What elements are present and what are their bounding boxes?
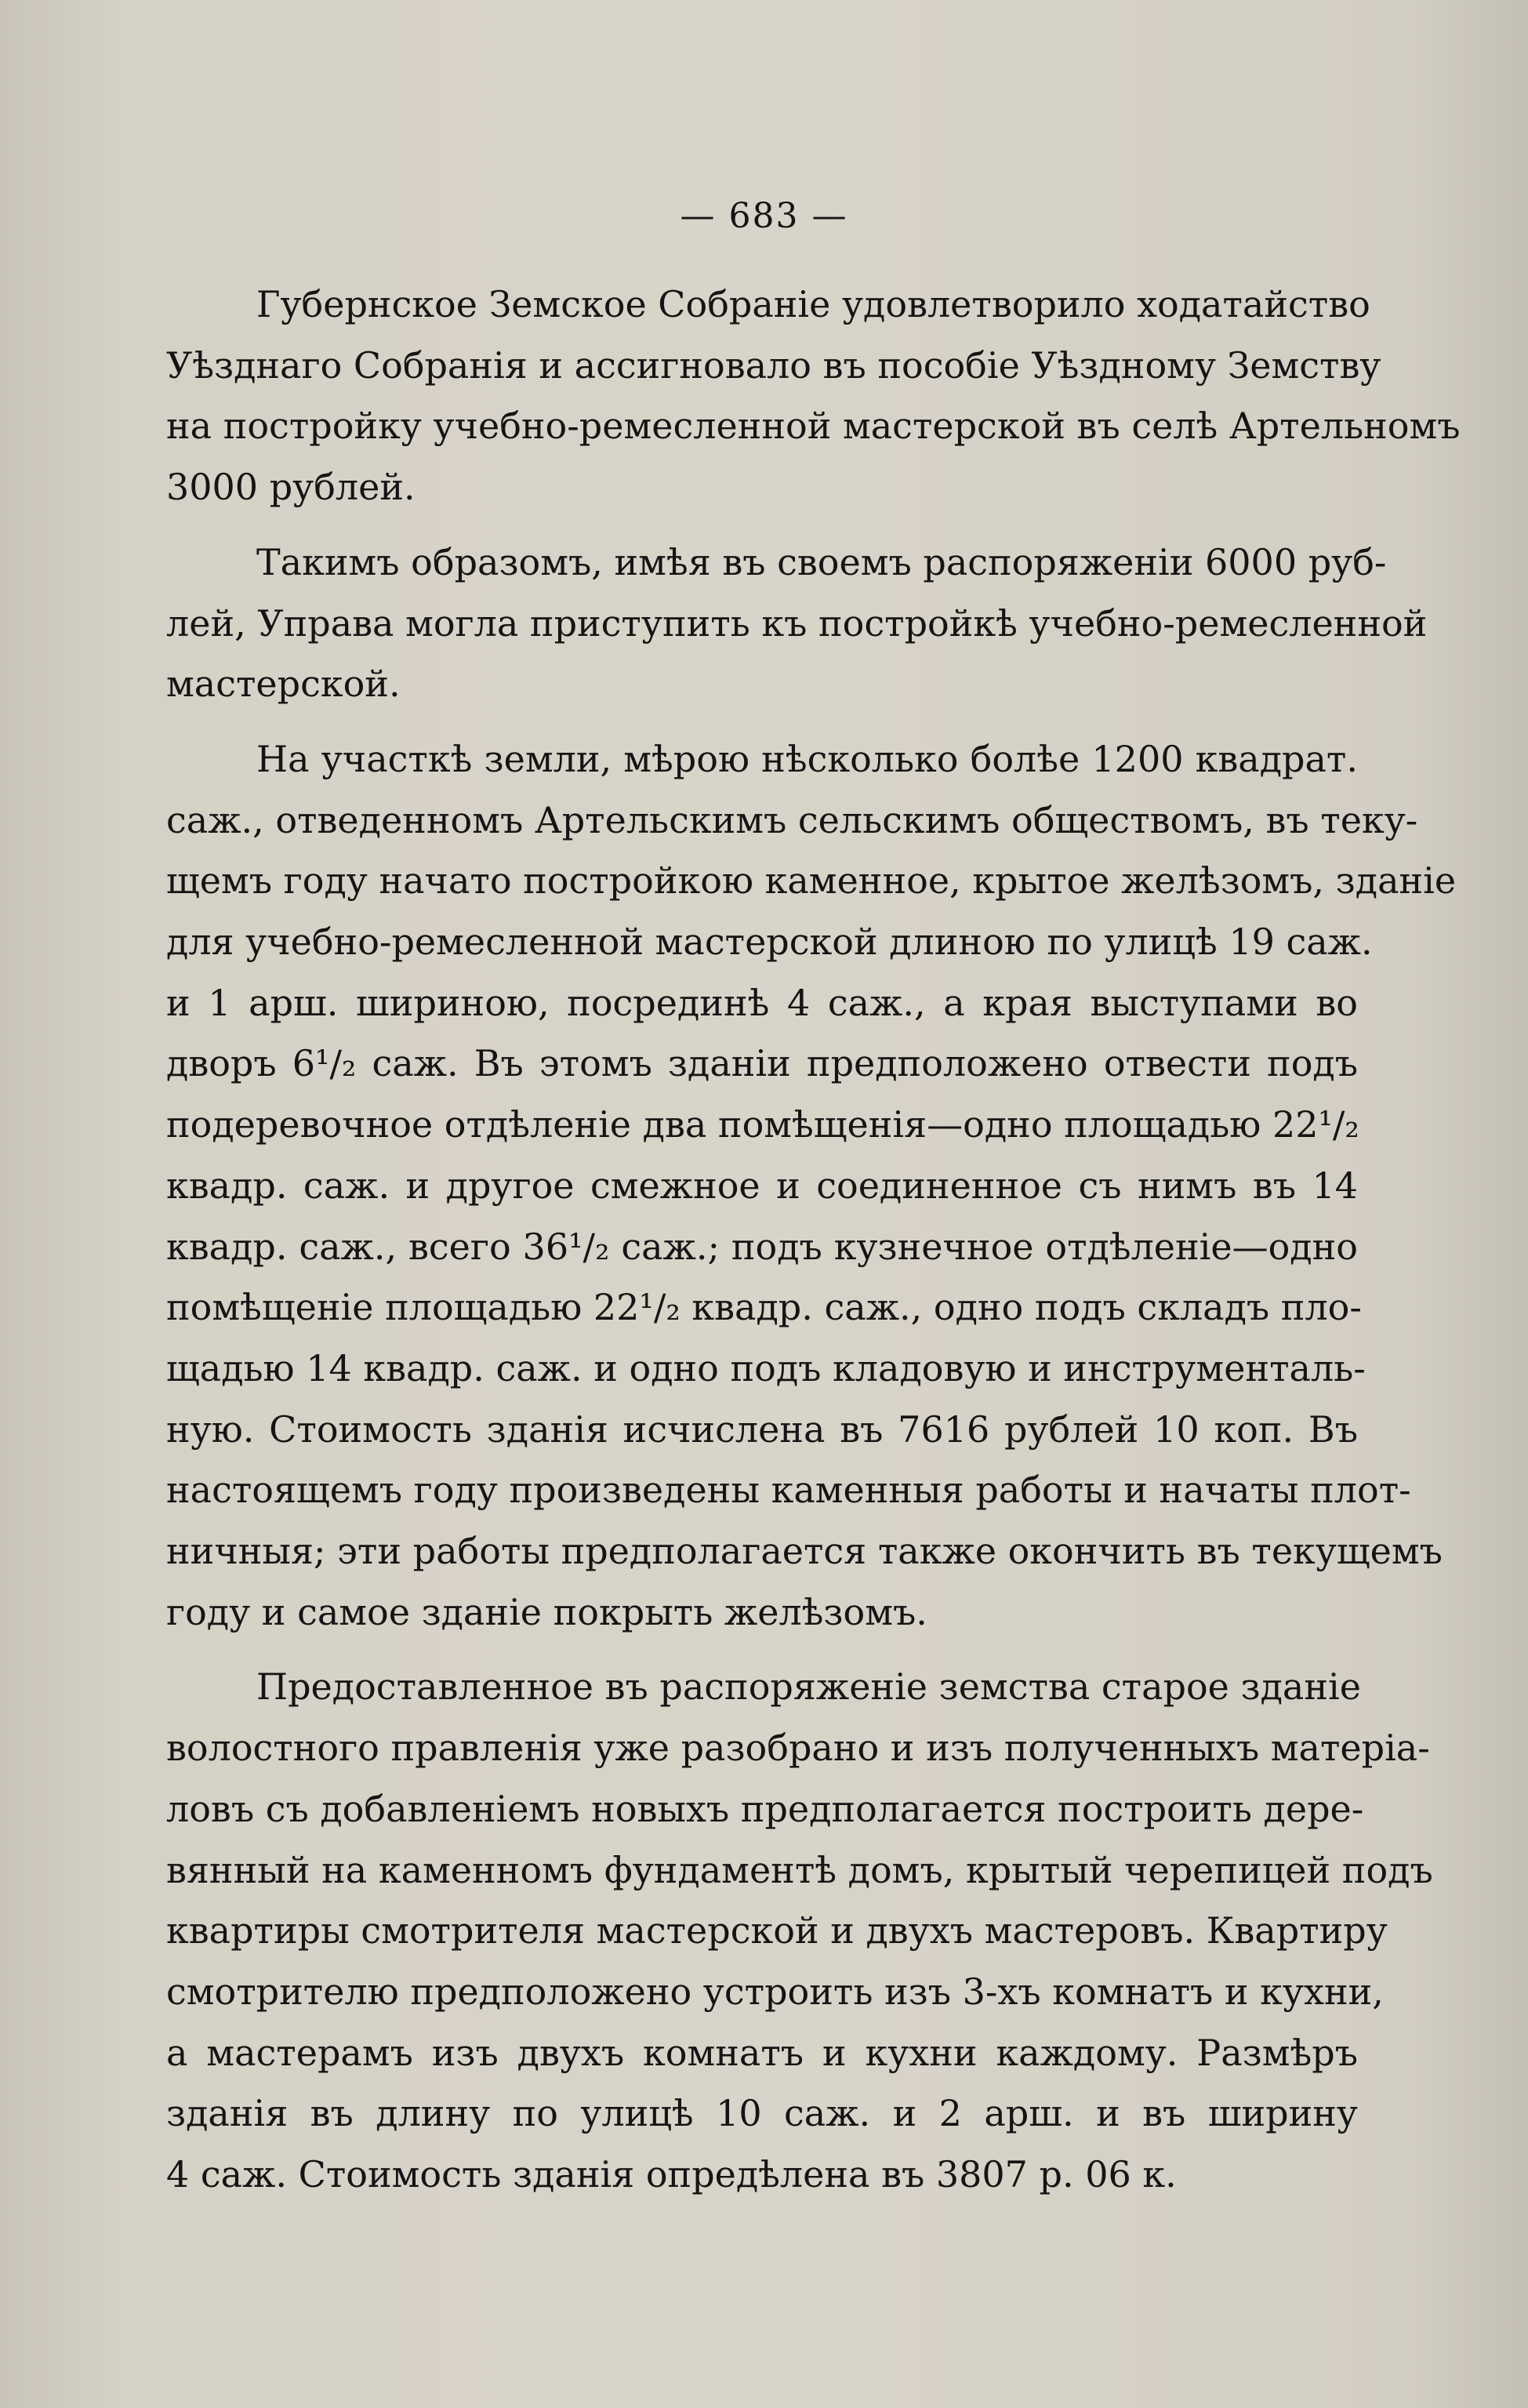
text-line: зданія въ длину по улицѣ 10 саж. и 2 арш. и въ ширину (166, 2092, 1358, 2135)
text-line: подеревочное отдѣленіе два помѣщенія—одно площадью 22¹/₂ (166, 1103, 1359, 1146)
text-line: 3000 рублей. (166, 466, 416, 509)
text-line: 4 саж. Стоимость зданія опредѣлена въ 3807 р. 06 к. (166, 2153, 1177, 2196)
body-text (166, 274, 1461, 2206)
text-line: щадью 14 квадр. саж. и одно подъ кладовую и инструменталь- (166, 1346, 1366, 1389)
text-line: году и самое зданіе покрыть желѣзомъ. (166, 1590, 927, 1633)
text-line: смотрителю предположено устроить изъ 3-хъ комнатъ и кухни, (166, 1970, 1384, 2013)
paragraph-2 (166, 532, 1428, 715)
text-line: ную. Стоимость зданія исчислена въ 7616 рублей 10 коп. Въ (166, 1407, 1358, 1451)
text-line: ловъ съ добавленіемъ новыхъ предполагается построить дере- (166, 1787, 1364, 1830)
text-line: и 1 арш. шириною, посрединѣ 4 саж., а края выступами во (166, 981, 1358, 1024)
text-line: щемъ году начато постройкою каменное, крытое желѣзомъ, зданіе (166, 859, 1457, 903)
paragraph-1 (166, 274, 1461, 518)
text-line: для учебно-ремесленной мастерской длиною по улицѣ 19 саж. (166, 921, 1373, 964)
text-line: ничныя; эти работы предполагается также окончить въ текущемъ (166, 1530, 1443, 1573)
text-line: Такимъ образомъ, имѣя въ своемъ распоряженіи 6000 руб- (256, 540, 1387, 583)
text-line: мастерской. (166, 663, 401, 706)
text-line: а мастерамъ изъ двухъ комнатъ и кухни каждому. Размѣръ (166, 2031, 1358, 2074)
text-line: квадр. саж. и другое смежное и соединенное съ нимъ въ 14 (166, 1164, 1358, 1207)
text-line: вянный на каменномъ фундаментѣ домъ, крытый черепицей подъ (166, 1848, 1433, 1891)
page-number: — 683 — (680, 196, 848, 236)
paragraph-3 (166, 729, 1457, 1643)
text-line: помѣщеніе площадью 22¹/₂ квадр. саж., одно подъ складъ пло- (166, 1286, 1362, 1329)
text-line: на постройку учебно-ремесленной мастерской въ селѣ Артельномъ (166, 405, 1461, 448)
text-line: Предоставленное въ распоряженіе земства старое зданіе (256, 1665, 1361, 1709)
text-line: лей, Управа могла приступить къ постройкѣ учебно-ремесленной (166, 601, 1428, 645)
text-line: Губернское Земское Собраніе удовлетворило ходатайство (256, 283, 1370, 325)
text-line: квартиры смотрителя мастерской и двухъ мастеровъ. Квартиру (166, 1909, 1388, 1952)
paragraph-4 (166, 1657, 1433, 2205)
text-line: квадр. саж., всего 36¹/₂ саж.; подъ кузнечное отдѣленіе—одно (166, 1225, 1358, 1268)
text-line: дворъ 6¹/₂ саж. Въ этомъ зданіи предположено отвести подъ (166, 1042, 1358, 1085)
text-line: волостного правленія уже разобрано и изъ полученныхъ матеріа- (166, 1727, 1430, 1770)
text-line: настоящемъ году произведены каменныя работы и начаты плот- (166, 1469, 1411, 1512)
text-line: Уѣзднаго Собранія и ассигновало въ пособіе Уѣздному Земству (166, 343, 1381, 387)
text-line: На участкѣ земли, мѣрою нѣсколько болѣе 1200 квадрат. (256, 737, 1358, 780)
text-line: саж., отведенномъ Артельскимъ сельскимъ обществомъ, въ теку- (166, 798, 1418, 841)
